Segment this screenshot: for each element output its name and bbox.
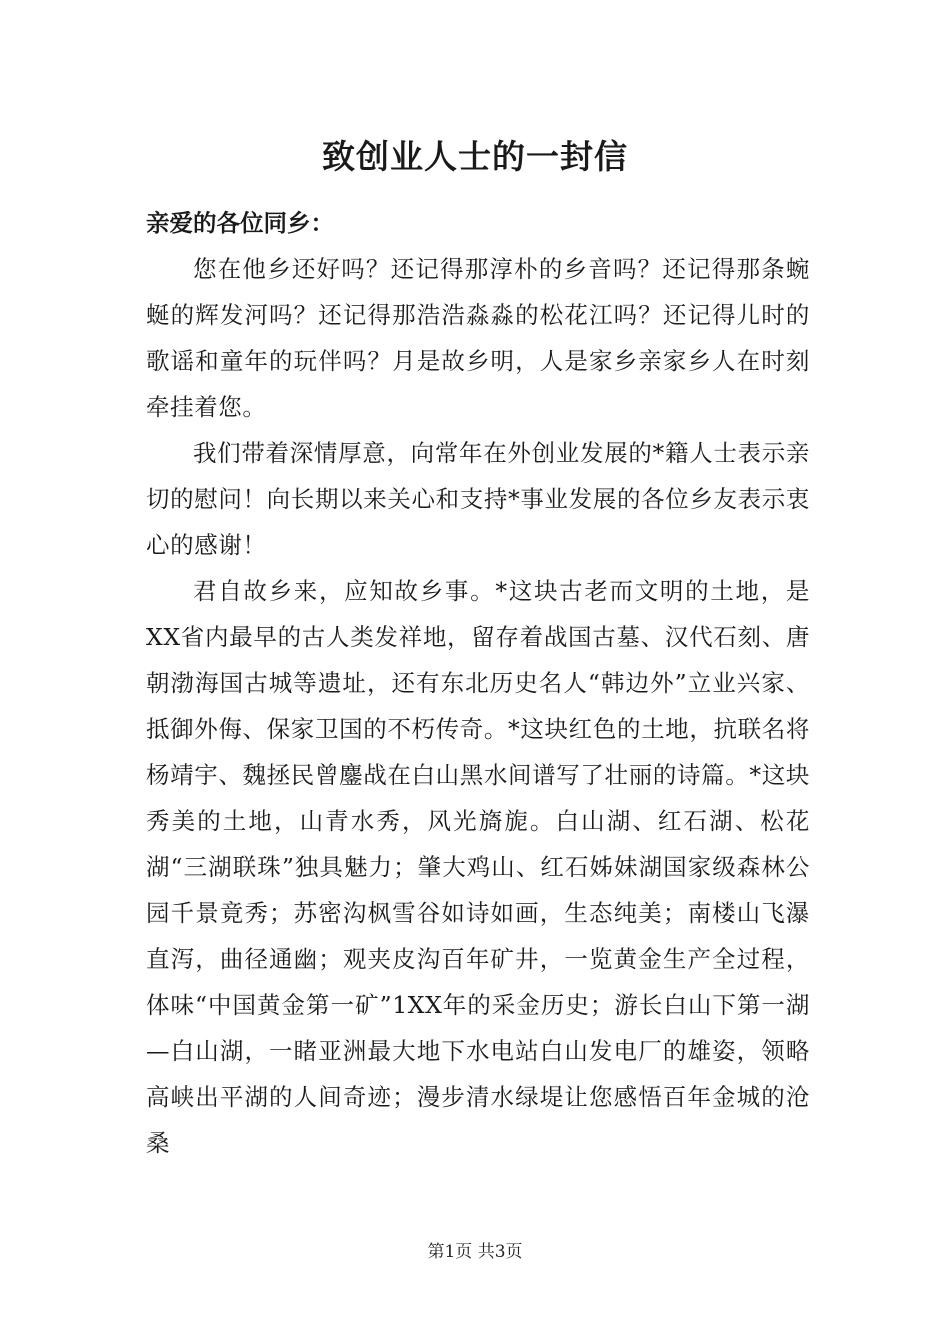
document-title: 致创业人士的一封信 — [322, 137, 628, 176]
paragraph-2: 我们带着深情厚意，向常年在外创业发展的*籍人士表示亲切的慰问！向长期以来关心和支持*事业发展的各位乡友表示衷心的感谢！ — [146, 439, 810, 559]
page-footer: 第1页 共3页 — [427, 1242, 523, 1262]
document-body — [146, 200, 810, 1166]
paragraph-1: 您在他乡还好吗？还记得那淳朴的乡音吗？还记得那条蜿蜒的辉发河吗？还记得那浩浩淼淼的松花江吗？还记得儿时的歌谣和童年的玩伴吗？月是故乡明，人是家乡亲家乡人在时刻牵挂着您。 — [146, 255, 810, 421]
salutation: 亲爱的各位同乡： — [146, 209, 334, 237]
paragraph-3: 君自故乡来，应知故乡事。*这块古老而文明的土地，是XX省内最早的古人类发祥地，留存着战国古墓、汉代石刻、唐朝渤海国古城等遗址，还有东北历史名人“韩边外”立业兴家、抵御外侮、保家卫国的不朽传奇。*这块红色的土地，抗联名将杨靖宇、魏拯民曾鏖战在白山黑水间谱写了壮丽的诗篇。*这块秀美的土地，山青水秀，风光旖旎。白山湖、红石湖、松花湖“三湖联珠”独具魅力；肇大鸡山、红石姊妹湖国家级森林公园千景竟秀；苏密沟枫雪谷如诗如画，生态纯美；南楼山飞瀑直泻，曲径通幽；观夹皮沟百年矿井，一览黄金生产全过程，体味“中国黄金第一矿”1XX年的采金历史；游长白山下第一湖—白山湖，一睹亚洲最大地下水电站白山发电厂的雄姿，领略高峡出平湖的人间奇迹；漫步清水绿堤让您感悟百年金城的沧桑 — [146, 577, 810, 1157]
